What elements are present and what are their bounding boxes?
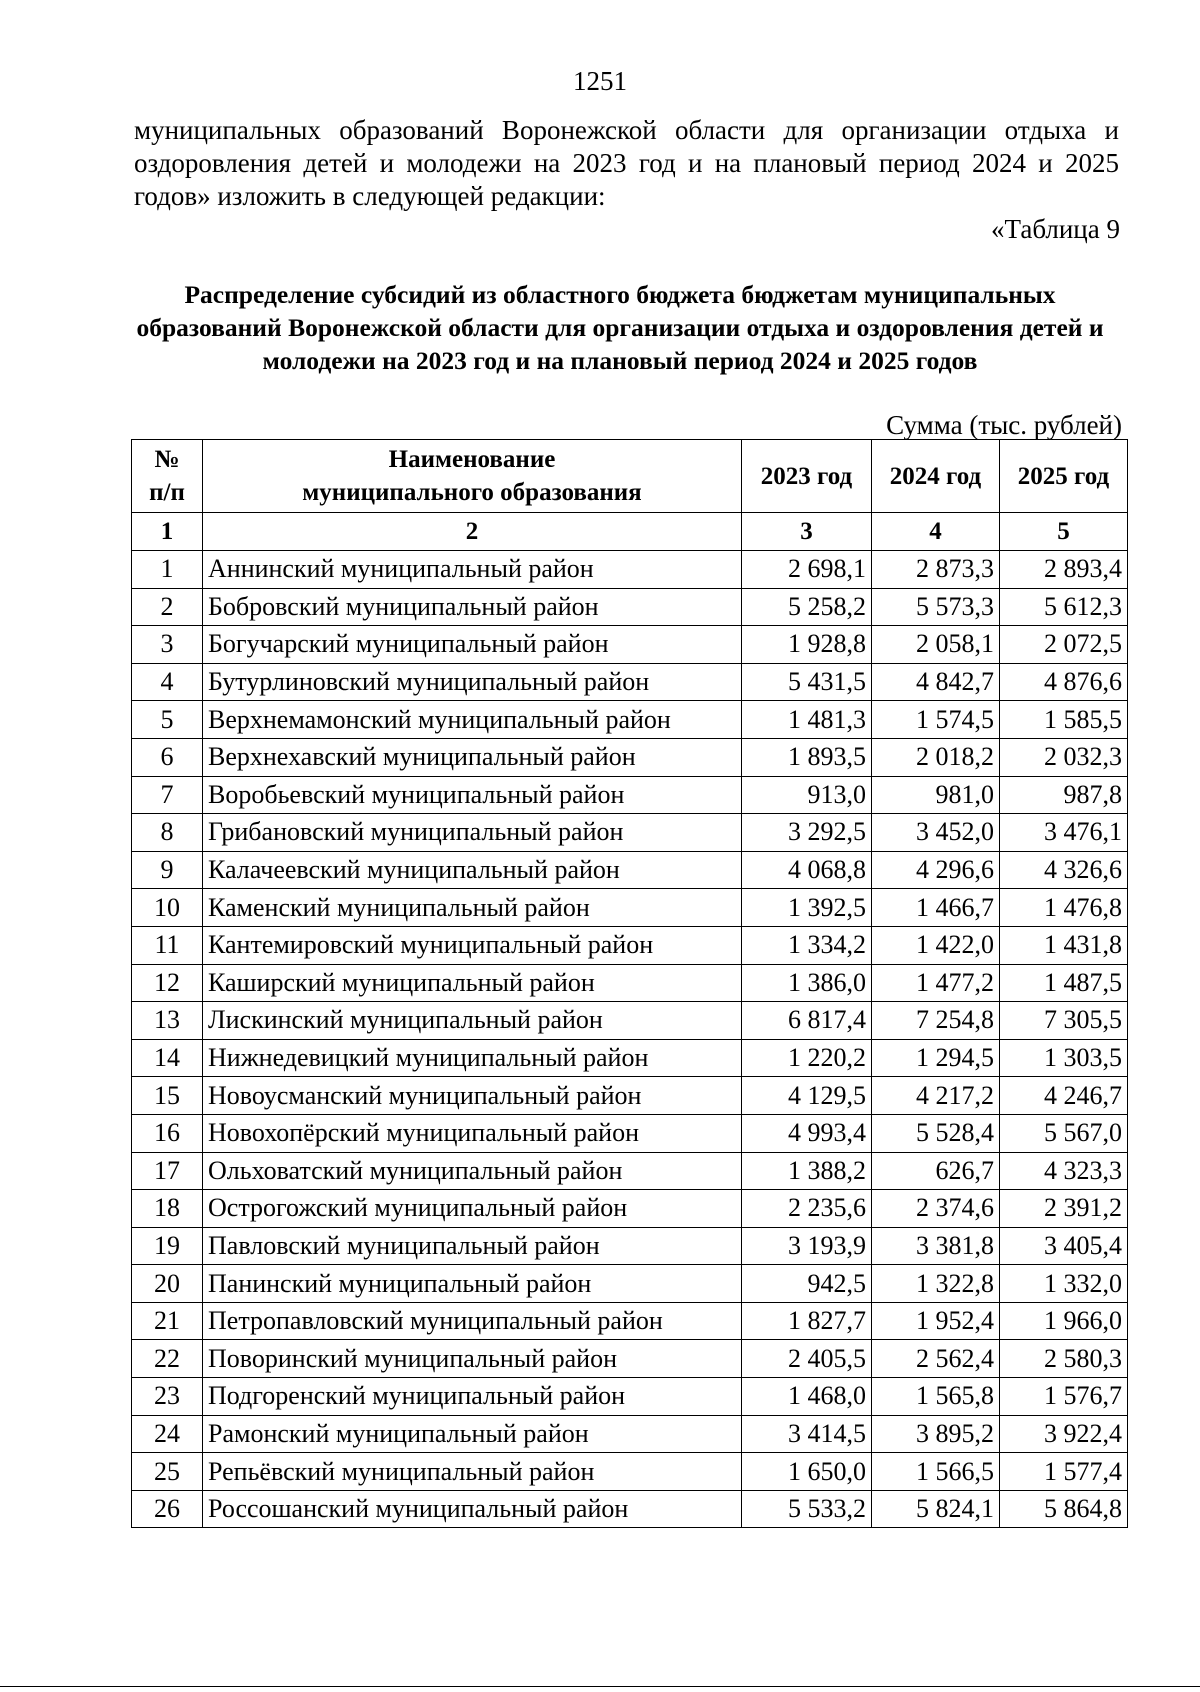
subsidy-table (131, 439, 1128, 1528)
cell-number: 26 (132, 1490, 203, 1528)
cell-municipality: Новохопёрский муниципальный район (203, 1114, 742, 1152)
cell-number: 13 (132, 1002, 203, 1040)
cell-2024: 1 952,4 (872, 1302, 1000, 1340)
column-number: 4 (872, 513, 1000, 551)
cell-2025: 4 246,7 (1000, 1077, 1128, 1115)
cell-number: 25 (132, 1453, 203, 1491)
header-name (203, 440, 742, 513)
cell-municipality: Рамонский муниципальный район (203, 1415, 742, 1453)
cell-2023: 1 392,5 (742, 889, 872, 927)
cell-2025: 2 391,2 (1000, 1190, 1128, 1228)
table-row (132, 588, 1128, 626)
cell-number: 8 (132, 814, 203, 852)
cell-2024: 981,0 (872, 776, 1000, 814)
cell-2025: 1 476,8 (1000, 889, 1128, 927)
cell-2024: 1 565,8 (872, 1378, 1000, 1416)
cell-municipality: Репьёвский муниципальный район (203, 1453, 742, 1491)
table-row (132, 776, 1128, 814)
cell-2024: 626,7 (872, 1152, 1000, 1190)
cell-number: 5 (132, 701, 203, 739)
column-number: 1 (132, 513, 203, 551)
cell-number: 18 (132, 1190, 203, 1228)
table-row (132, 1302, 1128, 1340)
cell-2024: 4 296,6 (872, 851, 1000, 889)
table-row (132, 551, 1128, 589)
table-row (132, 1114, 1128, 1152)
cell-2024: 2 018,2 (872, 738, 1000, 776)
cell-2023: 1 386,0 (742, 964, 872, 1002)
table-row (132, 1490, 1128, 1528)
intro-paragraph: муниципальных образований Воронежской области для организации отдыха и оздоровления детей и молодежи на 2023 год и на плановый период 2024 и 2025 годов» изложить в следующей редакции: (134, 115, 1119, 211)
cell-2023: 913,0 (742, 776, 872, 814)
table-reference: «Таблица 9 (991, 214, 1120, 244)
cell-2025: 1 487,5 (1000, 964, 1128, 1002)
cell-municipality: Богучарский муниципальный район (203, 626, 742, 664)
cell-municipality: Россошанский муниципальный район (203, 1490, 742, 1528)
table-row (132, 964, 1128, 1002)
cell-2025: 987,8 (1000, 776, 1128, 814)
cell-2025: 1 332,0 (1000, 1265, 1128, 1303)
cell-2023: 2 698,1 (742, 551, 872, 589)
cell-2024: 2 058,1 (872, 626, 1000, 664)
cell-2024: 5 528,4 (872, 1114, 1000, 1152)
header-2024: 2024 год (872, 440, 1000, 513)
cell-2025: 2 072,5 (1000, 626, 1128, 664)
cell-number: 9 (132, 851, 203, 889)
cell-municipality: Ольховатский муниципальный район (203, 1152, 742, 1190)
cell-2024: 1 294,5 (872, 1039, 1000, 1077)
table-row (132, 701, 1128, 739)
cell-2024: 2 873,3 (872, 551, 1000, 589)
cell-2023: 5 431,5 (742, 663, 872, 701)
cell-2025: 3 405,4 (1000, 1227, 1128, 1265)
cell-2025: 5 567,0 (1000, 1114, 1128, 1152)
cell-2024: 1 466,7 (872, 889, 1000, 927)
cell-municipality: Петропавловский муниципальный район (203, 1302, 742, 1340)
header-num (132, 440, 203, 513)
cell-2024: 1 322,8 (872, 1265, 1000, 1303)
cell-2023: 3 414,5 (742, 1415, 872, 1453)
cell-2025: 1 576,7 (1000, 1378, 1128, 1416)
cell-2024: 4 217,2 (872, 1077, 1000, 1115)
cell-number: 11 (132, 926, 203, 964)
cell-municipality: Каширский муниципальный район (203, 964, 742, 1002)
cell-2023: 1 468,0 (742, 1378, 872, 1416)
cell-2023: 4 068,8 (742, 851, 872, 889)
cell-2025: 2 580,3 (1000, 1340, 1128, 1378)
cell-municipality: Верхнемамонский муниципальный район (203, 701, 742, 739)
cell-municipality: Павловский муниципальный район (203, 1227, 742, 1265)
cell-2023: 2 405,5 (742, 1340, 872, 1378)
table-row (132, 1227, 1128, 1265)
cell-number: 10 (132, 889, 203, 927)
cell-municipality: Острогожский муниципальный район (203, 1190, 742, 1228)
cell-2023: 5 258,2 (742, 588, 872, 626)
cell-number: 21 (132, 1302, 203, 1340)
cell-2025: 2 893,4 (1000, 551, 1128, 589)
cell-2025: 2 032,3 (1000, 738, 1128, 776)
table-header-row (132, 440, 1128, 513)
cell-2025: 3 476,1 (1000, 814, 1128, 852)
cell-2025: 1 577,4 (1000, 1453, 1128, 1491)
header-num-line2: п/п (149, 479, 185, 506)
table-row (132, 663, 1128, 701)
cell-number: 7 (132, 776, 203, 814)
cell-2024: 1 566,5 (872, 1453, 1000, 1491)
cell-2024: 7 254,8 (872, 1002, 1000, 1040)
cell-2023: 1 334,2 (742, 926, 872, 964)
cell-2025: 5 864,8 (1000, 1490, 1128, 1528)
cell-municipality: Новоусманский муниципальный район (203, 1077, 742, 1115)
header-name-line2: муниципального образования (302, 479, 642, 506)
unit-note: Сумма (тыс. рублей) (886, 410, 1122, 440)
cell-2024: 2 562,4 (872, 1340, 1000, 1378)
table-row (132, 1378, 1128, 1416)
cell-2025: 4 326,6 (1000, 851, 1128, 889)
cell-2024: 3 895,2 (872, 1415, 1000, 1453)
cell-number: 23 (132, 1378, 203, 1416)
cell-2023: 1 827,7 (742, 1302, 872, 1340)
cell-2023: 942,5 (742, 1265, 872, 1303)
cell-2024: 3 381,8 (872, 1227, 1000, 1265)
cell-2025: 1 303,5 (1000, 1039, 1128, 1077)
header-num-line1: № (154, 446, 180, 473)
table-row (132, 851, 1128, 889)
cell-municipality: Панинский муниципальный район (203, 1265, 742, 1303)
cell-2023: 1 220,2 (742, 1039, 872, 1077)
header-2025: 2025 год (1000, 440, 1128, 513)
table-row (132, 1265, 1128, 1303)
cell-municipality: Каменский муниципальный район (203, 889, 742, 927)
cell-2024: 5 824,1 (872, 1490, 1000, 1528)
cell-2024: 2 374,6 (872, 1190, 1000, 1228)
table-row (132, 814, 1128, 852)
cell-2025: 4 876,6 (1000, 663, 1128, 701)
cell-2023: 5 533,2 (742, 1490, 872, 1528)
cell-number: 15 (132, 1077, 203, 1115)
cell-municipality: Бутурлиновский муниципальный район (203, 663, 742, 701)
table-row (132, 1077, 1128, 1115)
cell-2023: 4 993,4 (742, 1114, 872, 1152)
cell-2025: 3 922,4 (1000, 1415, 1128, 1453)
cell-number: 1 (132, 551, 203, 589)
column-number: 3 (742, 513, 872, 551)
bottom-divider (0, 1686, 1200, 1687)
table-row (132, 1453, 1128, 1491)
table-row (132, 1039, 1128, 1077)
cell-number: 24 (132, 1415, 203, 1453)
table-body (132, 551, 1128, 1528)
cell-municipality: Воробьевский муниципальный район (203, 776, 742, 814)
cell-municipality: Аннинский муниципальный район (203, 551, 742, 589)
table-row (132, 626, 1128, 664)
cell-2025: 1 585,5 (1000, 701, 1128, 739)
cell-2023: 6 817,4 (742, 1002, 872, 1040)
header-name-line1: Наименование (388, 446, 556, 473)
table-row (132, 1190, 1128, 1228)
cell-2024: 5 573,3 (872, 588, 1000, 626)
cell-2023: 1 928,8 (742, 626, 872, 664)
cell-2023: 1 388,2 (742, 1152, 872, 1190)
cell-number: 12 (132, 964, 203, 1002)
table-row (132, 1415, 1128, 1453)
cell-2023: 1 893,5 (742, 738, 872, 776)
table-row (132, 1340, 1128, 1378)
cell-2024: 4 842,7 (872, 663, 1000, 701)
cell-municipality: Поворинский муниципальный район (203, 1340, 742, 1378)
cell-2025: 4 323,3 (1000, 1152, 1128, 1190)
cell-municipality: Калачеевский муниципальный район (203, 851, 742, 889)
cell-number: 17 (132, 1152, 203, 1190)
column-numbers-row (132, 513, 1128, 551)
cell-municipality: Бобровский муниципальный район (203, 588, 742, 626)
cell-2023: 4 129,5 (742, 1077, 872, 1115)
cell-number: 2 (132, 588, 203, 626)
cell-number: 16 (132, 1114, 203, 1152)
cell-2023: 3 292,5 (742, 814, 872, 852)
cell-number: 20 (132, 1265, 203, 1303)
cell-2024: 3 452,0 (872, 814, 1000, 852)
cell-2023: 2 235,6 (742, 1190, 872, 1228)
column-number: 5 (1000, 513, 1128, 551)
cell-municipality: Верхнехавский муниципальный район (203, 738, 742, 776)
cell-2023: 1 650,0 (742, 1453, 872, 1491)
cell-2024: 1 422,0 (872, 926, 1000, 964)
cell-2025: 1 966,0 (1000, 1302, 1128, 1340)
cell-municipality: Кантемировский муниципальный район (203, 926, 742, 964)
cell-number: 4 (132, 663, 203, 701)
table-row (132, 889, 1128, 927)
cell-number: 14 (132, 1039, 203, 1077)
table-row (132, 738, 1128, 776)
cell-municipality: Лискинский муниципальный район (203, 1002, 742, 1040)
header-2023: 2023 год (742, 440, 872, 513)
cell-2023: 1 481,3 (742, 701, 872, 739)
cell-number: 3 (132, 626, 203, 664)
page-number: 1251 (573, 66, 627, 96)
cell-municipality: Грибановский муниципальный район (203, 814, 742, 852)
table-row (132, 1002, 1128, 1040)
cell-number: 22 (132, 1340, 203, 1378)
cell-2025: 1 431,8 (1000, 926, 1128, 964)
cell-2023: 3 193,9 (742, 1227, 872, 1265)
cell-number: 19 (132, 1227, 203, 1265)
cell-municipality: Нижнедевицкий муниципальный район (203, 1039, 742, 1077)
column-number: 2 (203, 513, 742, 551)
document-title: Распределение субсидий из областного бюджета бюджетам муниципальных образований Воронежской области для организации отдыха и оздоровления детей и молодежи на 2023 год и на плановый период 2024 и 2025 годов (136, 280, 1104, 375)
cell-2024: 1 574,5 (872, 701, 1000, 739)
cell-number: 6 (132, 738, 203, 776)
table-row (132, 926, 1128, 964)
cell-2025: 5 612,3 (1000, 588, 1128, 626)
cell-2025: 7 305,5 (1000, 1002, 1128, 1040)
cell-2024: 1 477,2 (872, 964, 1000, 1002)
cell-municipality: Подгоренский муниципальный район (203, 1378, 742, 1416)
table-row (132, 1152, 1128, 1190)
